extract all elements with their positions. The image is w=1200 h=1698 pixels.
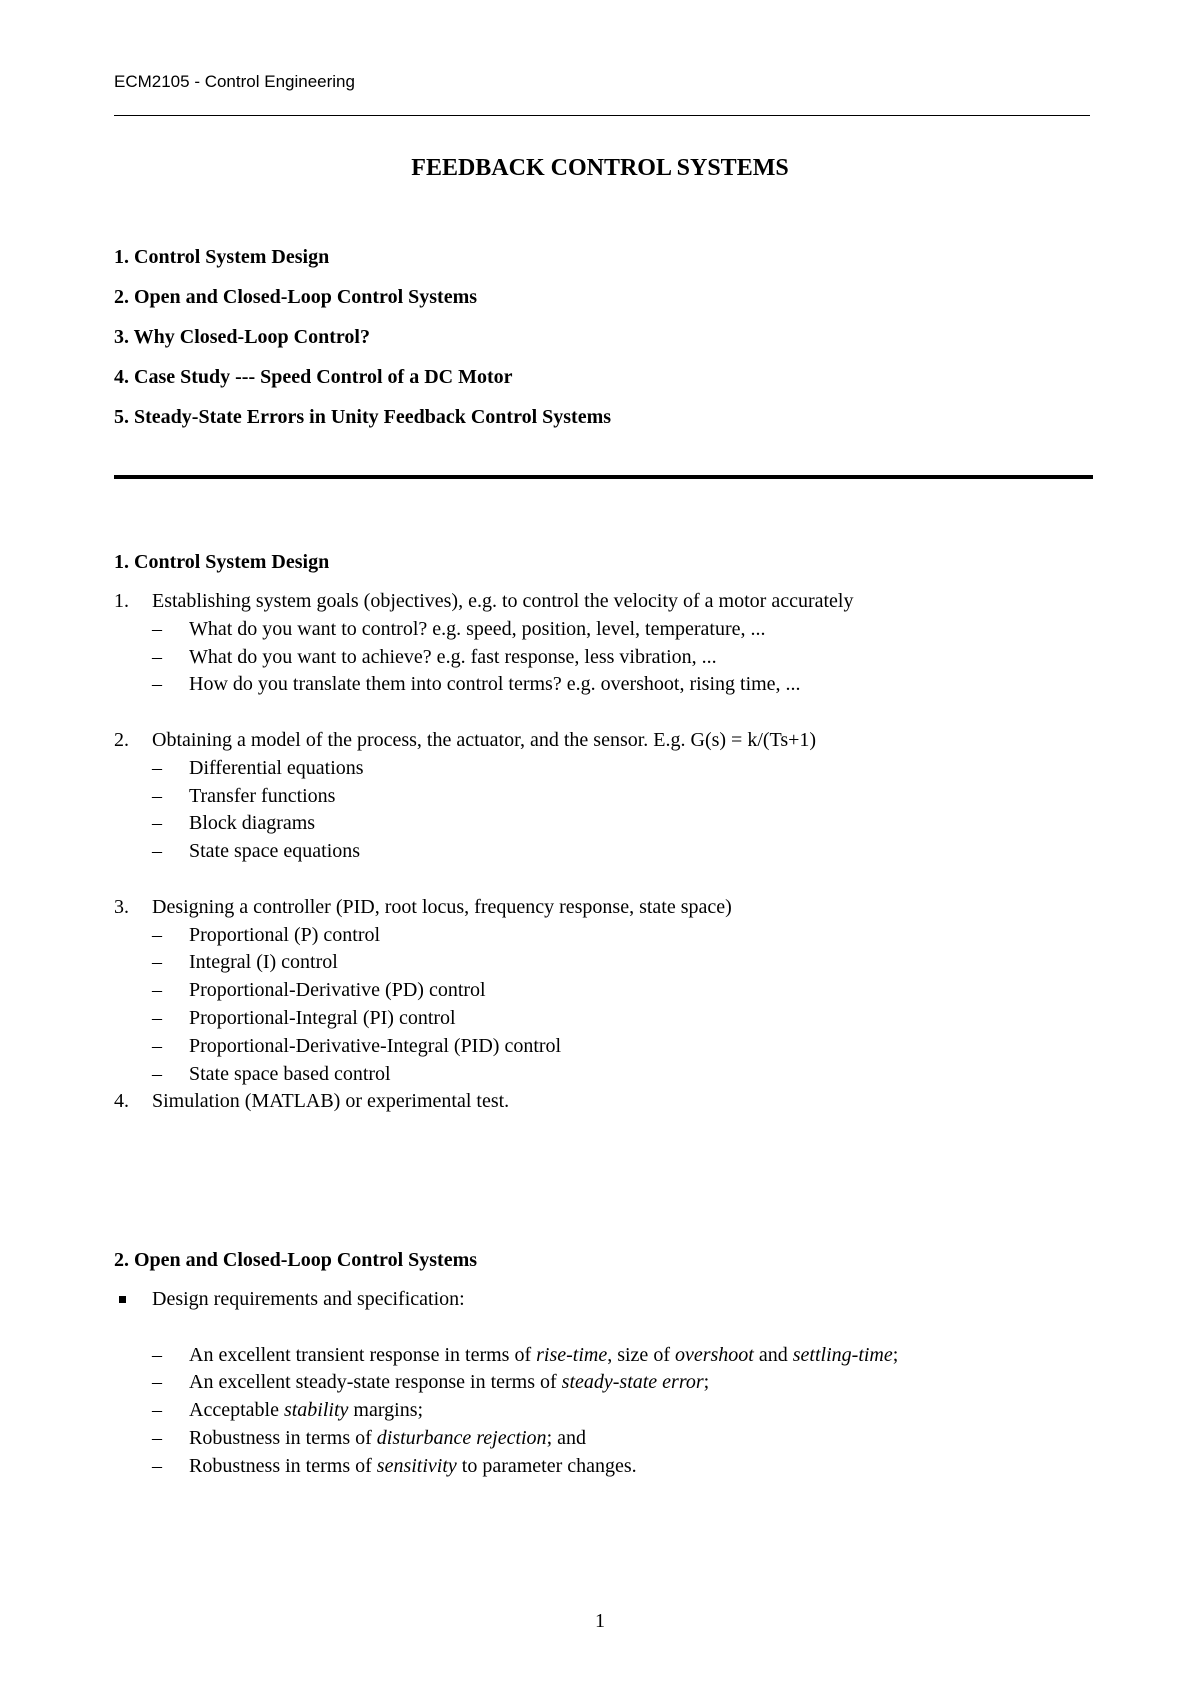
sub-item-text: What do you want to control? e.g. speed, position, level, temperature, ...: [189, 617, 766, 640]
sub-list-item: [114, 838, 1094, 866]
sub-list-item: [114, 755, 1094, 783]
dash-marker: –: [152, 840, 162, 863]
sub-item-text: Acceptable stability margins;: [189, 1399, 424, 1422]
bullet-item: [114, 1286, 1094, 1314]
sub-list-item: [114, 671, 1094, 699]
item-text: Establishing system goals (objectives), e.g. to control the velocity of a motor accurately: [152, 590, 854, 612]
sub-list-item: [114, 1342, 1094, 1370]
sub-item-text: Robustness in terms of disturbance rejection; and: [189, 1426, 586, 1449]
sub-item-text: An excellent steady-state response in terms of steady-state error;: [189, 1371, 710, 1394]
dash-marker: –: [152, 1426, 162, 1449]
toc-item: 2. Open and Closed-Loop Control Systems: [114, 286, 478, 308]
item-number: 1.: [114, 590, 129, 612]
section-divider: [114, 475, 1093, 479]
sub-item-text: Proportional-Integral (PI) control: [189, 1006, 456, 1029]
page-number: 1: [595, 1610, 605, 1632]
dash-marker: –: [152, 1371, 162, 1394]
dash-marker: –: [152, 756, 162, 779]
blank-line: [114, 866, 1094, 894]
dash-marker: –: [152, 617, 162, 640]
dash-marker: –: [152, 1006, 162, 1029]
dash-marker: –: [152, 673, 162, 696]
sub-item-text: How do you translate them into control terms? e.g. overshoot, rising time, ...: [189, 673, 801, 696]
item-number: 3.: [114, 895, 129, 918]
dash-marker: –: [152, 979, 162, 1002]
sub-item-text: An excellent transient response in terms of rise-time, size of overshoot and settling-time;: [189, 1343, 899, 1366]
sub-list-item: [114, 1397, 1094, 1425]
table-of-contents: [114, 245, 611, 445]
square-bullet-icon: [119, 1296, 126, 1303]
sub-list-item: [114, 810, 1094, 838]
dash-marker: –: [152, 1399, 162, 1422]
blank-line: [114, 699, 1094, 727]
item-number: 4.: [114, 1090, 129, 1113]
item-number: 2.: [114, 728, 129, 751]
sub-list-item: [114, 922, 1094, 950]
list-item: [114, 588, 1094, 616]
toc-item: 5. Steady-State Errors in Unity Feedback Control Systems: [114, 406, 612, 428]
item-text: Designing a controller (PID, root locus, frequency response, state space): [152, 895, 732, 918]
dash-marker: –: [152, 923, 162, 946]
section-control-system-design: [114, 550, 1094, 1116]
dash-marker: –: [152, 1454, 162, 1477]
document-title: FEEDBACK CONTROL SYSTEMS: [411, 155, 789, 181]
page-header: ECM2105 - Control Engineering: [114, 72, 355, 91]
list-item: [114, 727, 1094, 755]
sub-item-text: What do you want to achieve? e.g. fast response, less vibration, ...: [189, 645, 717, 668]
sub-list-item: [114, 783, 1094, 811]
sub-list-item: [114, 949, 1094, 977]
dash-marker: –: [152, 951, 162, 974]
sub-list-item: [114, 1369, 1094, 1397]
sub-item-text: State space equations: [189, 840, 361, 863]
sub-item-text: Proportional (P) control: [189, 923, 381, 946]
sub-list-item: [114, 644, 1094, 672]
dash-marker: –: [152, 1062, 162, 1085]
sub-item-text: Integral (I) control: [189, 951, 338, 974]
dash-marker: –: [152, 1343, 162, 1366]
dash-marker: –: [152, 1034, 162, 1057]
bullet-text: Design requirements and specification:: [152, 1288, 465, 1310]
dash-marker: –: [152, 645, 162, 668]
sub-list-item: [114, 1005, 1094, 1033]
section-open-closed-loop: [114, 1248, 1094, 1481]
sub-item-text: Proportional-Derivative-Integral (PID) control: [189, 1034, 562, 1057]
item-text: Simulation (MATLAB) or experimental test.: [152, 1090, 510, 1113]
sub-list-item: [114, 1033, 1094, 1061]
header-divider: [114, 115, 1090, 116]
sub-item-text: State space based control: [189, 1062, 391, 1085]
sub-item-text: Differential equations: [189, 756, 364, 779]
blank-line: [114, 1314, 1094, 1342]
list-item: [114, 1088, 1094, 1116]
sub-list-item: [114, 977, 1094, 1005]
sub-list-item: [114, 1425, 1094, 1453]
item-text: Obtaining a model of the process, the actuator, and the sensor. E.g. G(s) = k/(Ts+1): [152, 728, 817, 751]
toc-item: 4. Case Study --- Speed Control of a DC Motor: [114, 366, 513, 388]
section-heading: 1. Control System Design: [114, 551, 330, 573]
toc-item: 3. Why Closed-Loop Control?: [114, 326, 370, 348]
sub-item-text: Proportional-Derivative (PD) control: [189, 979, 486, 1002]
dash-marker: –: [152, 784, 162, 807]
toc-item: 1. Control System Design: [114, 246, 330, 268]
sub-item-text: Block diagrams: [189, 812, 316, 835]
sub-list-item: [114, 1061, 1094, 1089]
sub-list-item: [114, 1453, 1094, 1481]
dash-marker: –: [152, 812, 162, 835]
list-item: [114, 894, 1094, 922]
sub-item-text: Transfer functions: [189, 784, 336, 807]
sub-item-text: Robustness in terms of sensitivity to parameter changes.: [189, 1454, 637, 1477]
section-heading: 2. Open and Closed-Loop Control Systems: [114, 1249, 478, 1271]
sub-list-item: [114, 616, 1094, 644]
